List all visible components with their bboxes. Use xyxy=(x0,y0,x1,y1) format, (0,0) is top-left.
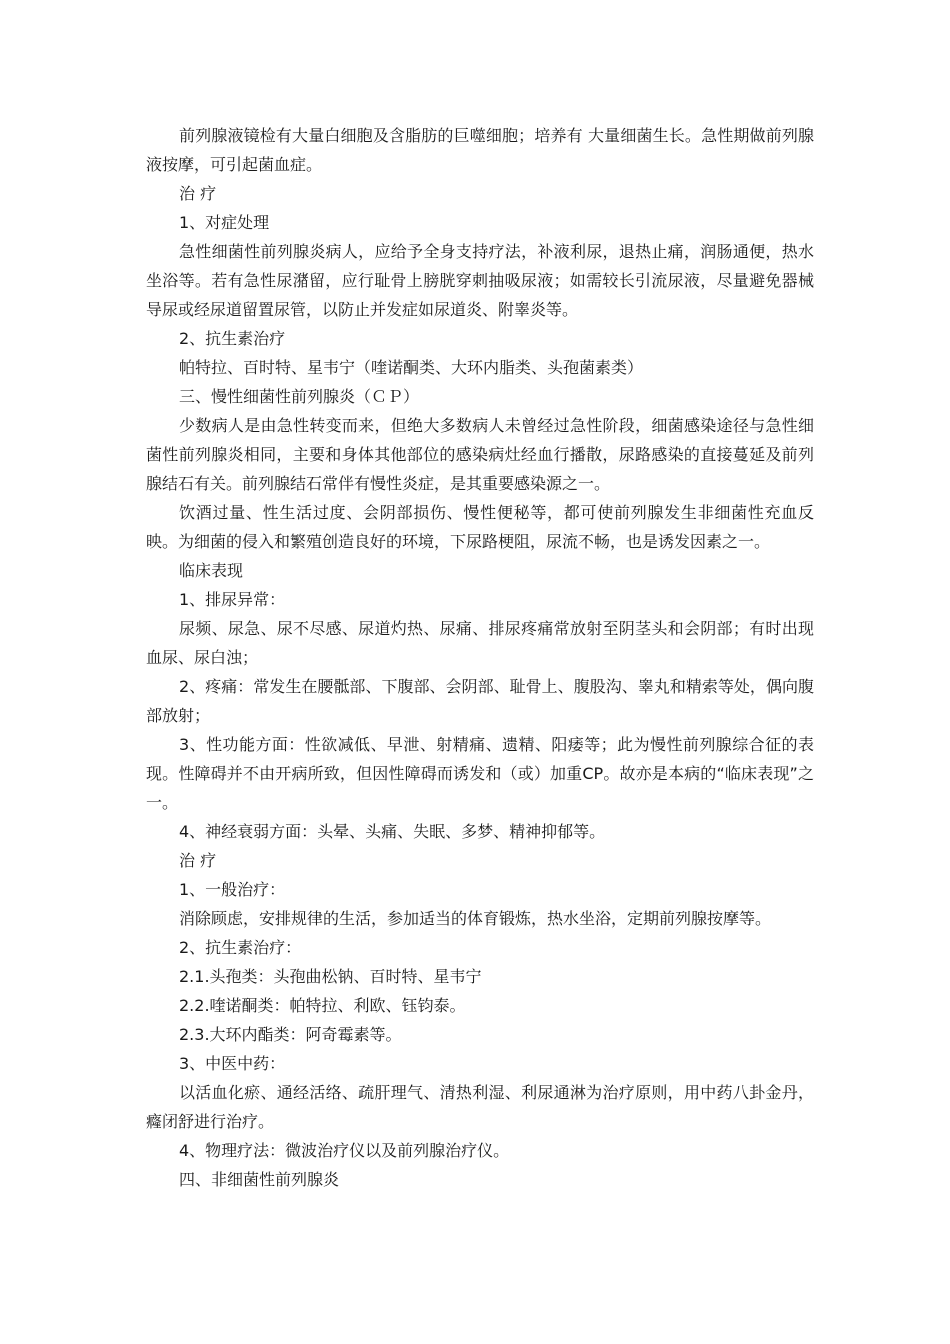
paragraph-antibiotic-drugs: 帕特拉、百时特、星韦宁（喹诺酮类、大环内脂类、头孢菌素类） xyxy=(179,358,644,377)
heading-clinical-manifestations: 临床表现 xyxy=(179,561,244,580)
paragraph-chronic-cause: 少数病人是由急性转变而来，但绝大多数病人未曾经过急性阶段，细菌感染途径与急性细菌性前列腺炎相同，主要和身体其他部位的感染病灶经血行播散，尿路感染的直接蔓延及前列腺结石有关。前列腺结石常伴有慢性炎症，是其重要感染源之一。 xyxy=(146,416,814,493)
document-body xyxy=(146,121,814,1194)
paragraph-symptomatic-treatment: 急性细菌性前列腺炎病人，应给予全身支持疗法，补液利尿，退热止痛，润肠通便，热水坐浴等。若有急性尿潴留，应行耻骨上膀胱穿刺抽吸尿液；如需较长引流尿液，尽量避免器械导尿或经尿道留置尿管，以防止并发症如尿道炎、附睾炎等。 xyxy=(146,242,814,319)
paragraph-urination-symptoms: 尿频、尿急、尿不尽感、尿道灼热、尿痛、排尿疼痛常放射至阴茎头和会阴部；有时出现血尿、尿白浊； xyxy=(146,619,814,667)
list-item-macrolides: 2.3.大环内酯类：阿奇霉素等。 xyxy=(179,1025,402,1044)
heading-nonbacterial-prostatitis: 四、非细菌性前列腺炎 xyxy=(179,1170,340,1189)
paragraph-sexual-function: 3、性功能方面：性欲减低、早泄、射精痛、遗精、阳痿等；此为慢性前列腺综合征的表现。性障碍并不由开病所致，但因性障碍而诱发和（或）加重CP。故亦是本病的“临床表现”之一。 xyxy=(146,735,814,812)
paragraph-general-treatment: 消除顾虑，安排规律的生活，参加适当的体育锻炼，热水坐浴，定期前列腺按摩等。 xyxy=(179,909,772,928)
heading-tcm: 3、中医中药： xyxy=(179,1054,286,1073)
paragraph-prostatic-fluid-exam: 前列腺液镜检有大量白细胞及含脂肪的巨噬细胞；培养有 大量细菌生长。急性期做前列腺液按摩，可引起菌血症。 xyxy=(146,126,814,174)
paragraph-physical-therapy: 4、物理疗法：微波治疗仪以及前列腺治疗仪。 xyxy=(179,1141,510,1160)
paragraph-predisposing-factors: 饮酒过量、性生活过度、会阴部损伤、慢性便秘等，都可使前列腺发生非细菌性充血反映。为细菌的侵入和繁殖创造良好的环境，下尿路梗阻，尿流不畅，也是诱发因素之一。 xyxy=(146,503,814,551)
heading-urination-abnormal: 1、排尿异常： xyxy=(179,590,286,609)
heading-chronic-bacterial-prostatitis: 三、慢性细菌性前列腺炎（ＣＰ） xyxy=(179,387,420,406)
heading-general-treatment: 1、一般治疗： xyxy=(179,880,286,899)
paragraph-tcm: 以活血化瘀、通经活络、疏肝理气、清热利湿、利尿通淋为治疗原则，用中药八卦金丹，癃闭舒进行治疗。 xyxy=(146,1083,814,1131)
heading-symptomatic-treatment: 1、对症处理 xyxy=(179,213,270,232)
paragraph-pain: 2、疼痛：常发生在腰骶部、下腹部、会阴部、耻骨上、腹股沟、睾丸和精索等处，偶向腹部放射； xyxy=(146,677,814,725)
heading-treatment: 治 疗 xyxy=(179,184,217,203)
heading-antibiotic-treatment: 2、抗生素治疗 xyxy=(179,329,286,348)
heading-treatment-2: 治 疗 xyxy=(179,851,217,870)
list-item-cephalosporins: 2.1.头孢类：头孢曲松钠、百时特、星韦宁 xyxy=(179,967,482,986)
paragraph-neurasthenia: 4、神经衰弱方面：头晕、头痛、失眠、多梦、精神抑郁等。 xyxy=(179,822,606,841)
heading-antibiotic-treatment-2: 2、抗生素治疗： xyxy=(179,938,302,957)
list-item-quinolones: 2.2.喹诺酮类：帕特拉、利欧、钰钧泰。 xyxy=(179,996,466,1015)
